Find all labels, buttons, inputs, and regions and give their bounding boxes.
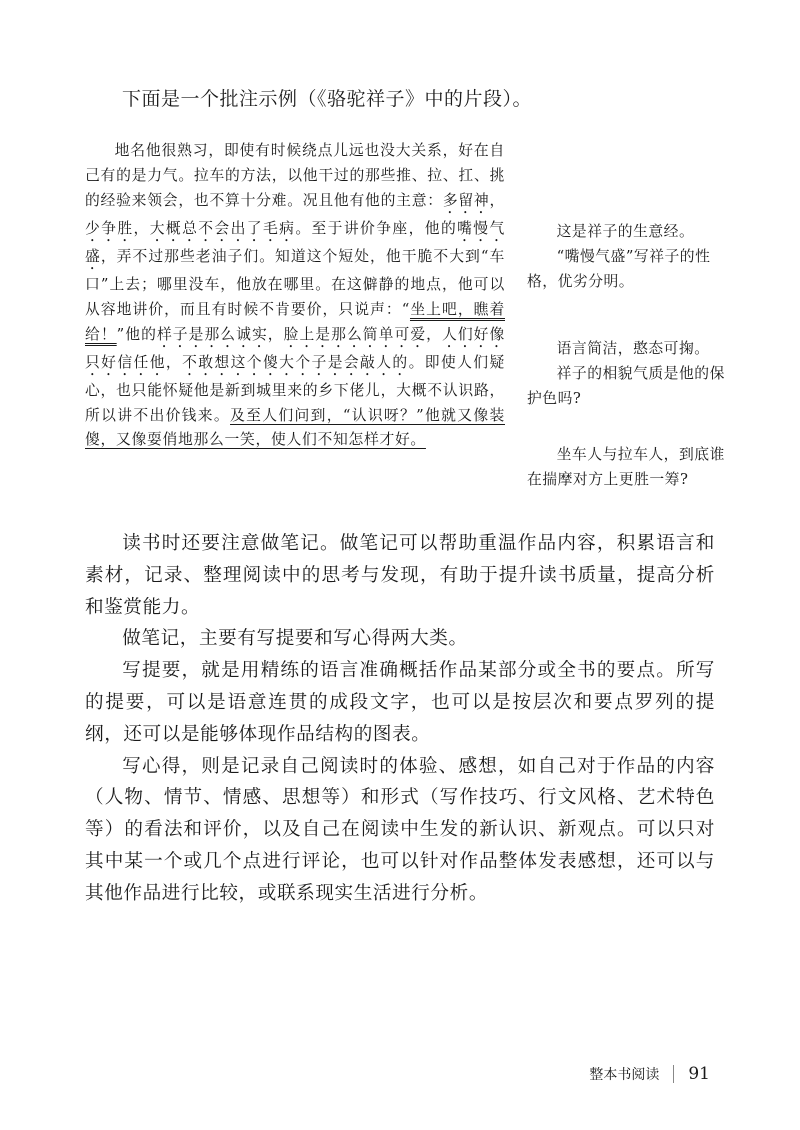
excerpt-text: 。即使人们疑心，也只能怀疑他是新到城里来的乡下佬儿，大概不认识路，所以讲不出价钱来。: [85, 353, 505, 424]
annotation-note: [527, 443, 737, 493]
annotation-text: “嘴慢气盛”写祥子的性格，优劣分明。: [527, 247, 711, 290]
page-number: 91: [688, 1064, 710, 1084]
annotation-text: 这是祥子的生意经。: [556, 223, 695, 240]
annotation-text: 坐车人与拉车人，到底谁在揣摩对方上更胜一筹?: [527, 446, 725, 488]
excerpt-text: ”他的: [116, 325, 157, 343]
emphasis-underlined: 坐上吧，瞧着给！: [85, 300, 505, 343]
emphasis-underlined: 及至人们问到，“认识呀？”他就又像装傻，又像耍俏地那么一笑，使人们不知怎样才好。: [85, 406, 505, 449]
annotation-note: [527, 220, 737, 295]
paragraph: 读书时还要注意做笔记。做笔记可以帮助重温作品内容，积累语言和素材，记录、整理阅读中的思考与发现，有助于提升读书质量，提高分析和鉴赏能力。: [85, 533, 715, 618]
section-title: 整本书阅读: [589, 1067, 660, 1083]
footer-divider: [673, 1065, 674, 1083]
excerpt-text: 。至于讲价争座，他的: [295, 219, 458, 237]
excerpt-block: [85, 139, 505, 453]
paragraph: 做笔记，主要有写提要和写心得两大类。: [122, 628, 468, 650]
page-footer: [589, 1064, 710, 1084]
paragraph: 写提要，就是用精练的语言准确概括作品某部分或全书的要点。所写的提要，可以是语意连贯的成段文字，也可以是按层次和要点罗列的提纲，还可以是能够体现作品结构的图表。: [85, 660, 715, 745]
excerpt-text: 地名他很熟习，即使有时候绕点儿远也没大关系，好在自己有的是力气。拉车的方法，以他干过的那些推、拉、扛、挑的经验来领会，也不算十分难。况且他有他的主意：: [85, 142, 505, 209]
emphasis-dotted: 嘴慢气盛: [85, 219, 505, 265]
excerpt-text: ，弄不过那些老油子们。知道这个短处，他干脆不大到“车口”上去；哪里没车，他放在哪里。在这僻静的地点，他可以从容地讲价，而且有时候不肯要价，只说声：“: [85, 247, 505, 318]
main-text: [85, 528, 715, 910]
annotation-note: [527, 337, 737, 412]
emphasis-dotted: 样子是那么诚实，脸上是那么简单可爱，人们好像只好信任他，不敢想这个傻大个子是会敲人的: [85, 325, 505, 371]
excerpt-paragraph: [85, 139, 505, 453]
intro-line: 下面是一个批注示例（《骆驼祥子》中的片段）。: [122, 88, 533, 110]
emphasis-dotted: 多留神，少争胜，大概总不会出了毛病: [85, 191, 505, 237]
paragraph: 写心得，则是记录自己阅读时的体验、感想，如自己对于作品的内容（人物、情节、情感、思想等）和形式（写作技巧、行文风格、艺术特色等）的看法和评价，以及自己在阅读中生发的新认识、新观点。可以只对其中某一个或几个点进行评论，也可以针对作品整体发表感想，还可以与其他作品进行比较，或联系现实生活进行分析。: [85, 755, 715, 904]
annotation-text: 祥子的相貌气质是他的保护色吗?: [527, 364, 725, 407]
annotation-text: 语言简洁，憨态可掬。: [556, 340, 710, 357]
